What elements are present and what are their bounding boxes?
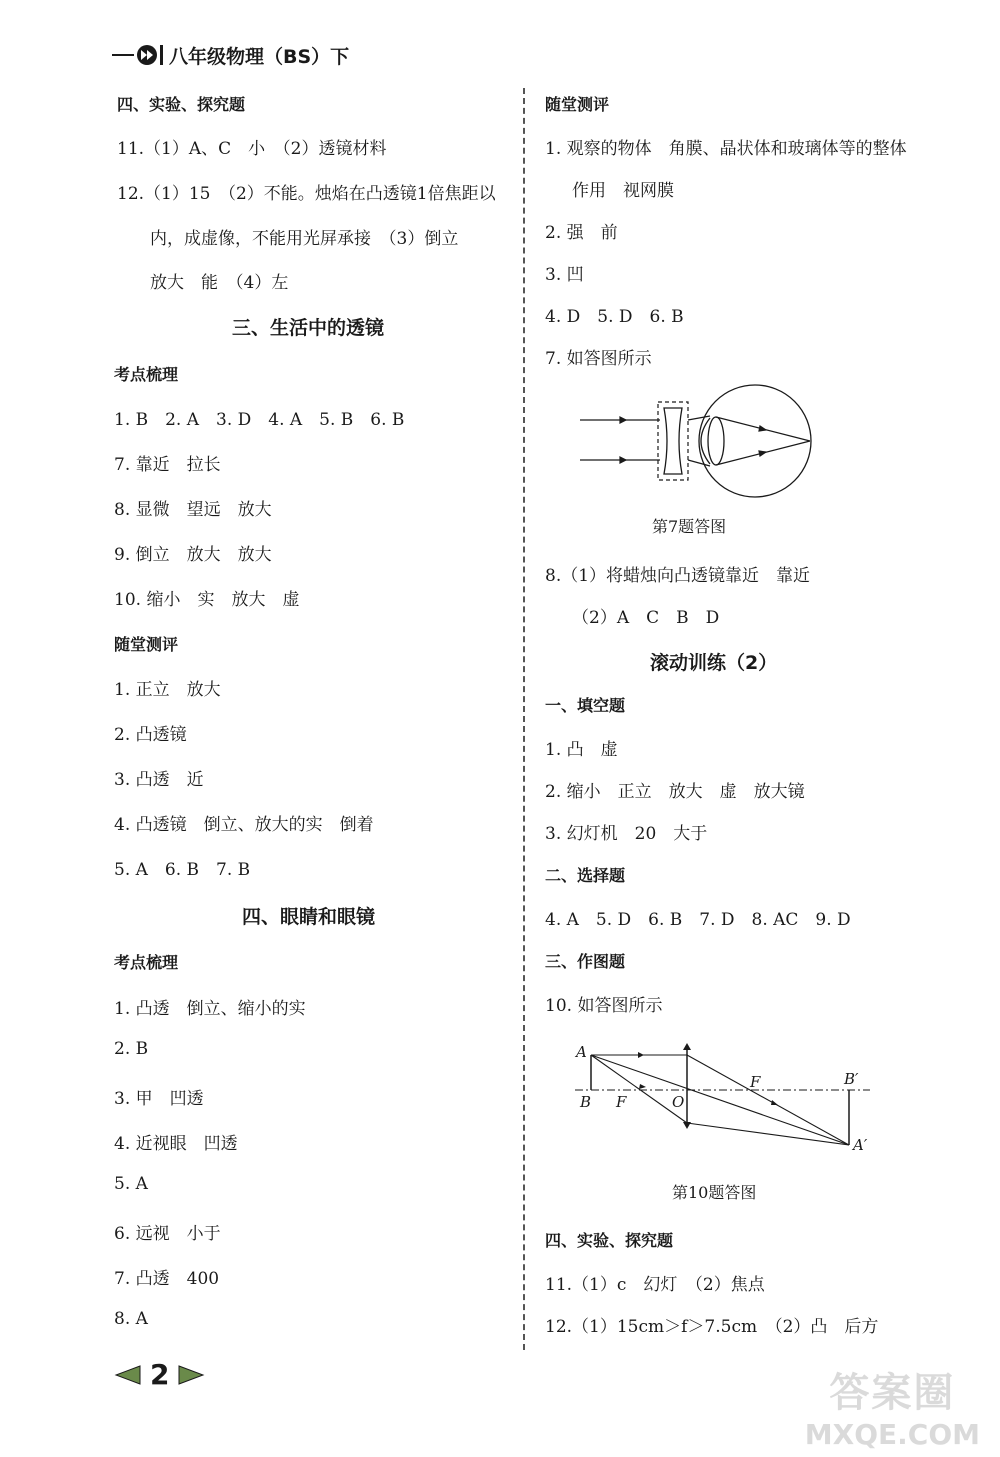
answer-line: 1. 正立 放大 bbox=[114, 680, 221, 700]
header-dash bbox=[112, 54, 134, 56]
answer-line: 5. A bbox=[114, 1174, 148, 1194]
answer-line: 3. 幻灯机 20 大于 bbox=[545, 824, 708, 844]
answer-line: 4. D 5. D 6. B bbox=[545, 307, 684, 327]
column-divider bbox=[523, 88, 525, 1350]
answer-line: （2）A C B D bbox=[572, 608, 720, 628]
answer-line: 1. 凸 虚 bbox=[545, 740, 618, 760]
watermark-line1: 答案圈 bbox=[829, 1370, 956, 1416]
answer-line: 1. 凸透 倒立、缩小的实 bbox=[114, 999, 306, 1019]
answer-line: 11.（1）c 幻灯 （2）焦点 bbox=[545, 1275, 765, 1295]
answer-line: 1. 观察的物体 角膜、晶状体和玻璃体等的整体 bbox=[545, 139, 907, 159]
section-heading: 一、填空题 bbox=[545, 696, 626, 715]
section-heading: 四、实验、探究题 bbox=[117, 95, 246, 114]
answer-line: 10. 缩小 实 放大 虚 bbox=[114, 590, 300, 610]
answer-line: 2. 强 前 bbox=[545, 223, 618, 243]
answer-line: 12.（1）15cm＞f＞7.5cm （2）凸 后方 bbox=[545, 1317, 879, 1337]
answer-line: 8. 显微 望远 放大 bbox=[114, 500, 272, 520]
answer-line: 4. A 5. D 6. B 7. D 8. AC 9. D bbox=[545, 910, 851, 930]
section-heading: 随堂测评 bbox=[114, 635, 179, 654]
answer-line: 7. 靠近 拉长 bbox=[114, 455, 221, 475]
answer-line: 7. 凸透 400 bbox=[114, 1269, 220, 1289]
answer-line: 4. 近视眼 凹透 bbox=[114, 1134, 238, 1154]
figure-caption: 第7题答图 bbox=[652, 517, 727, 536]
concave-lens bbox=[664, 408, 682, 474]
answer-line: 2. B bbox=[114, 1039, 149, 1059]
incoming-rays bbox=[580, 417, 660, 463]
label-A: A bbox=[576, 1043, 587, 1061]
chapter-title: 滚动训练（2） bbox=[650, 652, 778, 674]
answer-line: 2. 凸透镜 bbox=[114, 725, 187, 745]
page-header bbox=[112, 38, 349, 72]
answer-line: 6. 远视 小于 bbox=[114, 1224, 221, 1244]
answer-line: 9. 倒立 放大 放大 bbox=[114, 545, 272, 565]
answer-line: 5. A 6. B 7. B bbox=[114, 860, 251, 880]
section-heading: 随堂测评 bbox=[545, 95, 610, 114]
answer-line: 1. B 2. A 3. D 4. A 5. B 6. B bbox=[114, 410, 405, 430]
answer-line: 内，成虚像，不能用光屏承接 （3）倒立 bbox=[150, 229, 459, 249]
answer-line: 3. 甲 凹透 bbox=[114, 1089, 204, 1109]
answer-line: 7. 如答图所示 bbox=[545, 349, 652, 369]
figure-10-lens-diagram bbox=[570, 1035, 880, 1165]
label-B-prime: B′ bbox=[844, 1070, 859, 1088]
answer-line: 3. 凹 bbox=[545, 265, 584, 285]
answer-line: 放大 能 （4）左 bbox=[150, 273, 289, 293]
label-F-right: F bbox=[750, 1073, 761, 1091]
answer-line: 10. 如答图所示 bbox=[545, 996, 663, 1016]
arrow-right-icon bbox=[177, 1364, 207, 1386]
label-B: B bbox=[580, 1093, 592, 1111]
section-heading: 考点梳理 bbox=[114, 953, 179, 972]
arrow-left-icon bbox=[112, 1364, 142, 1386]
chapter-title: 四、眼睛和眼镜 bbox=[242, 906, 376, 928]
answer-line: 3. 凸透 近 bbox=[114, 770, 204, 790]
section-heading: 三、作图题 bbox=[545, 952, 626, 971]
figure-7-eye-diagram bbox=[570, 380, 830, 505]
answer-line: 11.（1）A、C 小 （2）透镜材料 bbox=[117, 139, 387, 159]
label-A-prime: A′ bbox=[853, 1136, 868, 1154]
answer-line: 12.（1）15 （2）不能。烛焰在凸透镜1倍焦距以 bbox=[117, 184, 496, 204]
answer-line: 作用 视网膜 bbox=[572, 181, 674, 201]
page-footer bbox=[112, 1358, 207, 1391]
header-bar bbox=[160, 45, 163, 65]
section-heading: 二、选择题 bbox=[545, 866, 626, 885]
section-heading: 考点梳理 bbox=[114, 365, 179, 384]
book-title: 八年级物理（BS）下 bbox=[169, 45, 350, 68]
page-number: 2 bbox=[150, 1358, 170, 1391]
answer-line: 8.（1）将蜡烛向凸透镜靠近 靠近 bbox=[545, 566, 811, 586]
glasses-box bbox=[658, 402, 688, 480]
fast-forward-icon bbox=[136, 44, 158, 66]
crystalline-lens bbox=[708, 417, 724, 465]
watermark bbox=[805, 1361, 980, 1451]
section-heading: 四、实验、探究题 bbox=[545, 1231, 674, 1250]
answer-line: 4. 凸透镜 倒立、放大的实 倒着 bbox=[114, 815, 374, 835]
answer-line: 8. A bbox=[114, 1309, 148, 1329]
figure-caption: 第10题答图 bbox=[672, 1183, 757, 1202]
answer-line: 2. 缩小 正立 放大 虚 放大镜 bbox=[545, 782, 805, 802]
eyeball bbox=[699, 385, 811, 497]
label-F-left: F bbox=[616, 1093, 627, 1111]
watermark-line2: MXQE.COM bbox=[804, 1418, 980, 1451]
label-O: O bbox=[672, 1093, 685, 1111]
chapter-title: 三、生活中的透镜 bbox=[232, 317, 385, 339]
light-rays bbox=[591, 1055, 849, 1145]
